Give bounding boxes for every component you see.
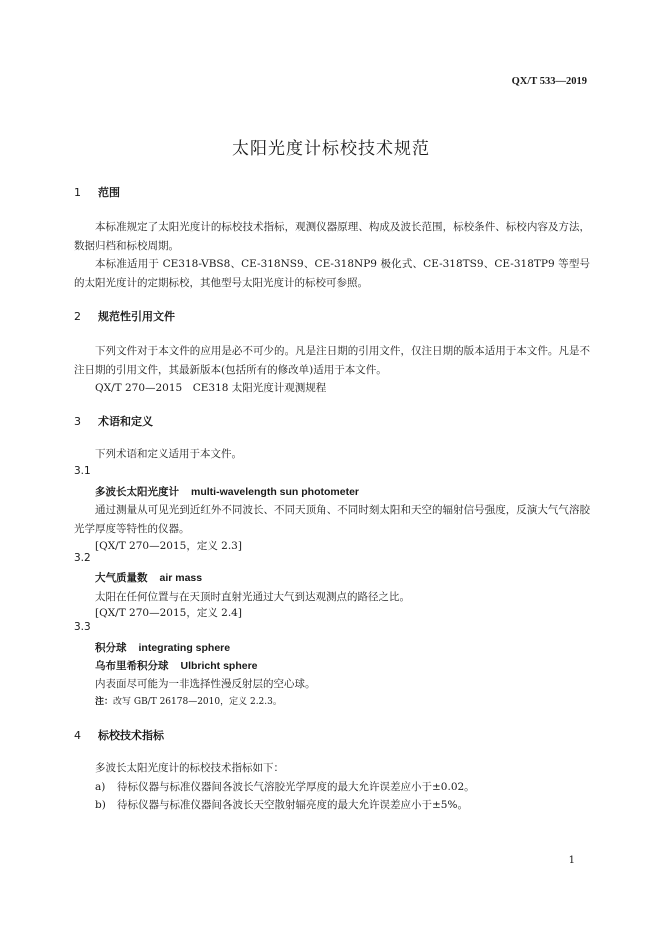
page-number: 1	[568, 855, 575, 866]
term-3-3-note	[95, 694, 282, 707]
standard-number: QX/T 533—2019	[511, 76, 587, 87]
term-number-3-2: 3.2	[74, 552, 91, 564]
section-title: 术语和定义	[98, 415, 153, 428]
term-zh: 乌布里希积分球	[95, 660, 169, 672]
section-number: 2	[74, 310, 81, 323]
term-zh: 积分球	[95, 642, 127, 654]
section-title: 规范性引用文件	[98, 310, 175, 323]
section-heading-3	[74, 413, 153, 429]
refs-item: QX/T 270—2015 CE318 太阳光度计观测规程	[95, 382, 327, 394]
note-label: 注：	[95, 697, 114, 707]
term-3-1	[95, 484, 359, 499]
term-3-2	[95, 570, 202, 585]
spec-item-a	[95, 779, 475, 794]
term-zh: 多波长太阳光度计	[95, 486, 179, 498]
term-3-2-definition: 太阳在任何位置与在天顶时直射光通过大气到达观测点的路径之比。	[95, 591, 410, 603]
term-number-3-1: 3.1	[74, 465, 91, 477]
terms-intro: 下列术语和定义适用于本文件。	[95, 448, 242, 460]
scope-paragraph-1: 本标准规定了太阳光度计的标校技术指标，观测仪器原理、构成及波长范围，标校条件、标校内容及方法，数据归档和标校周期。	[74, 221, 590, 252]
section-number: 3	[74, 415, 81, 428]
term-en: integrating sphere	[138, 642, 231, 654]
section-number: 1	[74, 186, 81, 199]
specs-intro: 多波长太阳光度计的标校技术指标如下：	[95, 762, 284, 774]
term-en: Ulbricht sphere	[180, 660, 258, 672]
note-text: 改写 GB/T 26178—2010，定义 2.2.3。	[113, 697, 282, 707]
section-title: 范围	[98, 186, 120, 199]
term-en: multi-wavelength sun photometer	[191, 486, 360, 498]
item-marker: a)	[95, 781, 106, 793]
term-en: air mass	[159, 572, 203, 584]
section-heading-4	[74, 727, 164, 743]
term-3-1-source: [QX/T 270—2015，定义 2.3]	[95, 540, 242, 552]
document-title: 太阳光度计标校技术规范	[232, 139, 430, 159]
term-number-3-3: 3.3	[74, 621, 91, 633]
scope-paragraph-2: 本标准适用于 CE318-VBS8、CE-318NS9、CE-318NP9 极化式、CE-318TS9、CE-318TP9 等型号的太阳光度计的定期标校，其他型号太阳光度计的标校可参照。	[74, 258, 590, 289]
section-title: 标校技术指标	[98, 729, 164, 742]
spec-item-b	[95, 797, 468, 812]
section-heading-1	[74, 184, 120, 200]
term-3-1-definition: 通过测量从可见光到近红外不同波长、不同天顶角、不同时刻太阳和天空的辐射信号强度，反演大气气溶胶光学厚度等特性的仪器。	[74, 504, 590, 535]
section-number: 4	[74, 729, 81, 742]
item-marker: b)	[95, 799, 106, 811]
term-3-2-source: [QX/T 270—2015，定义 2.4]	[95, 607, 242, 619]
term-zh: 大气质量数	[95, 572, 148, 584]
term-3-3-synonym	[95, 658, 258, 673]
term-3-3	[95, 640, 230, 655]
term-3-3-definition: 内表面尽可能为一非选择性漫反射层的空心球。	[95, 678, 316, 690]
section-heading-2	[74, 308, 175, 324]
item-text: 待标仪器与标准仪器间各波长气溶胶光学厚度的最大允许误差应小于±0.02。	[117, 781, 475, 793]
item-text: 待标仪器与标准仪器间各波长天空散射辐亮度的最大允许误差应小于±5%。	[117, 799, 468, 811]
refs-paragraph: 下列文件对于本文件的应用是必不可少的。凡是注日期的引用文件，仅注日期的版本适用于本文件。凡是不注日期的引用文件，其最新版本(包括所有的修改单)适用于本文件。	[74, 345, 590, 376]
